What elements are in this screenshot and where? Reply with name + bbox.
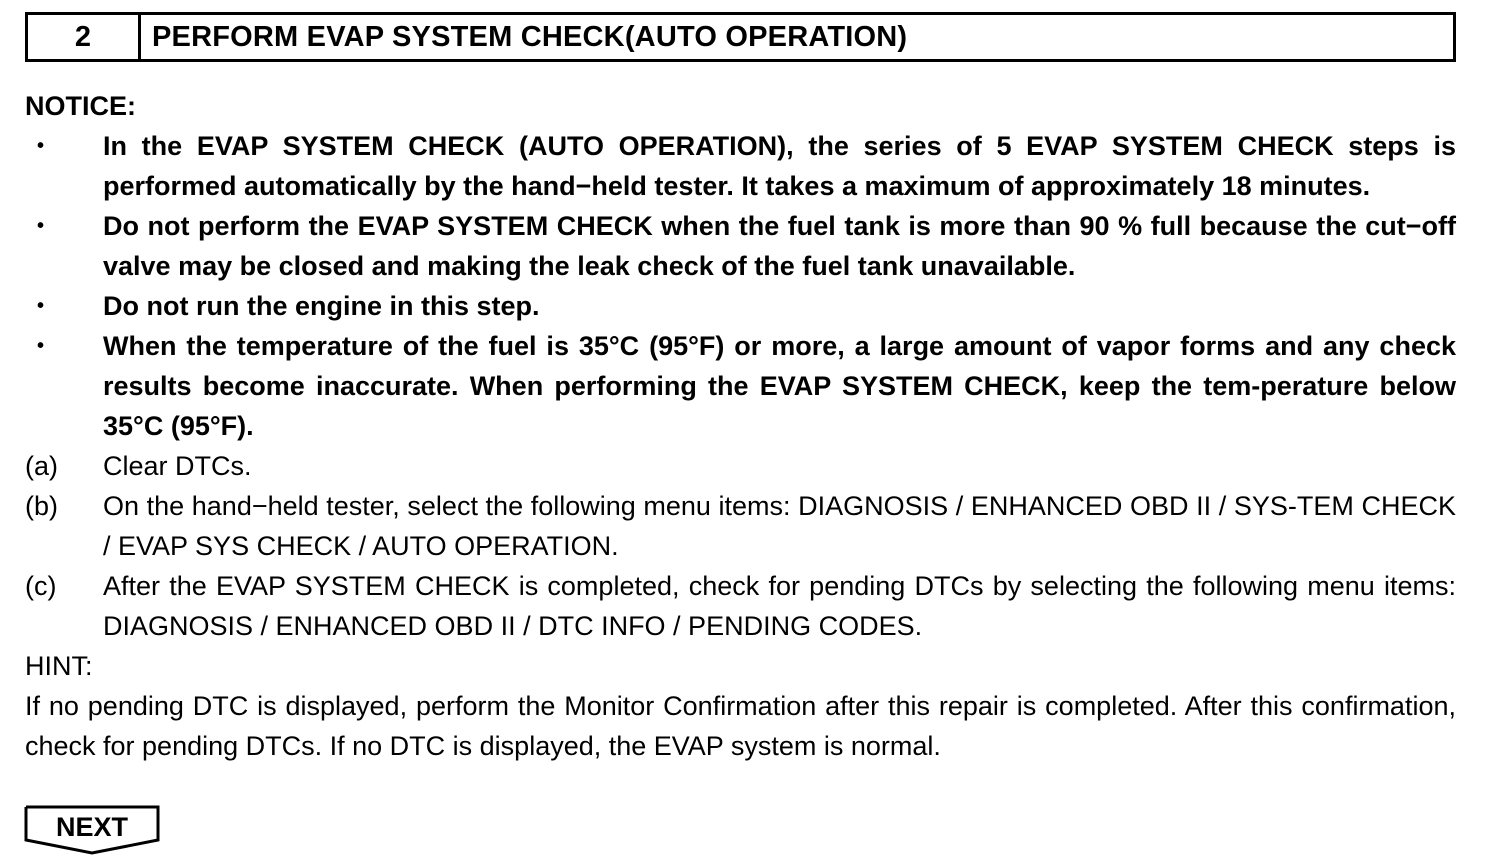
- step-marker: (a): [25, 451, 58, 481]
- procedure-page: [25, 12, 1456, 766]
- notice-item-text: When the temperature of the fuel is 35°C (95°F) or more, a large amount of vapor forms and any check results become inaccurate. When performing the EVAP SYSTEM CHECK, keep the tem-perature below 35°C (95°F).: [103, 331, 1456, 441]
- next-button-label: NEXT: [55, 812, 128, 842]
- step-title: PERFORM EVAP SYSTEM CHECK(AUTO OPERATION): [152, 20, 908, 53]
- next-button[interactable]: [24, 804, 160, 856]
- step-marker: (c): [25, 571, 57, 601]
- step-number: 2: [28, 15, 141, 59]
- notice-item: [25, 326, 1456, 446]
- step-item: [25, 446, 1456, 486]
- bullet-icon: •: [37, 215, 45, 237]
- bullet-icon: •: [37, 135, 45, 157]
- notice-item: [25, 286, 1456, 326]
- procedure-body: [25, 86, 1456, 766]
- notice-item-text: In the EVAP SYSTEM CHECK (AUTO OPERATION), the series of 5 EVAP SYSTEM CHECK steps is performed automatically by the hand−held tester. It takes a maximum of approximately 18 minutes.: [103, 131, 1456, 201]
- step-list: [25, 446, 1456, 646]
- step-text: After the EVAP SYSTEM CHECK is completed, check for pending DTCs by selecting the following menu items: DIAGNOSIS / ENHANCED OBD II / DTC INFO / PENDING CODES.: [103, 571, 1456, 641]
- notice-item: [25, 206, 1456, 286]
- notice-item: [25, 126, 1456, 206]
- step-item: [25, 566, 1456, 646]
- step-header: [25, 12, 1456, 62]
- step-text: On the hand−held tester, select the following menu items: DIAGNOSIS / ENHANCED OBD II / SYS-TEM CHECK / EVAP SYS CHECK / AUTO OPERATION.: [103, 491, 1456, 561]
- step-item: [25, 486, 1456, 566]
- notice-label: NOTICE:: [25, 91, 136, 121]
- bullet-icon: •: [37, 335, 45, 357]
- step-marker: (b): [25, 491, 58, 521]
- bullet-icon: •: [37, 295, 45, 317]
- notice-item-text: Do not perform the EVAP SYSTEM CHECK when the fuel tank is more than 90 % full because the cut−off valve may be closed and making the leak check of the fuel tank unavailable.: [103, 211, 1456, 281]
- step-text: Clear DTCs.: [103, 451, 252, 481]
- hint-label: HINT:: [25, 651, 93, 681]
- hint-text: If no pending DTC is displayed, perform the Monitor Confirmation after this repair is completed. After this confirmation, check for pending DTCs. If no DTC is displayed, the EVAP system is normal.: [25, 691, 1456, 761]
- notice-list: [25, 126, 1456, 446]
- notice-item-text: Do not run the engine in this step.: [103, 291, 540, 321]
